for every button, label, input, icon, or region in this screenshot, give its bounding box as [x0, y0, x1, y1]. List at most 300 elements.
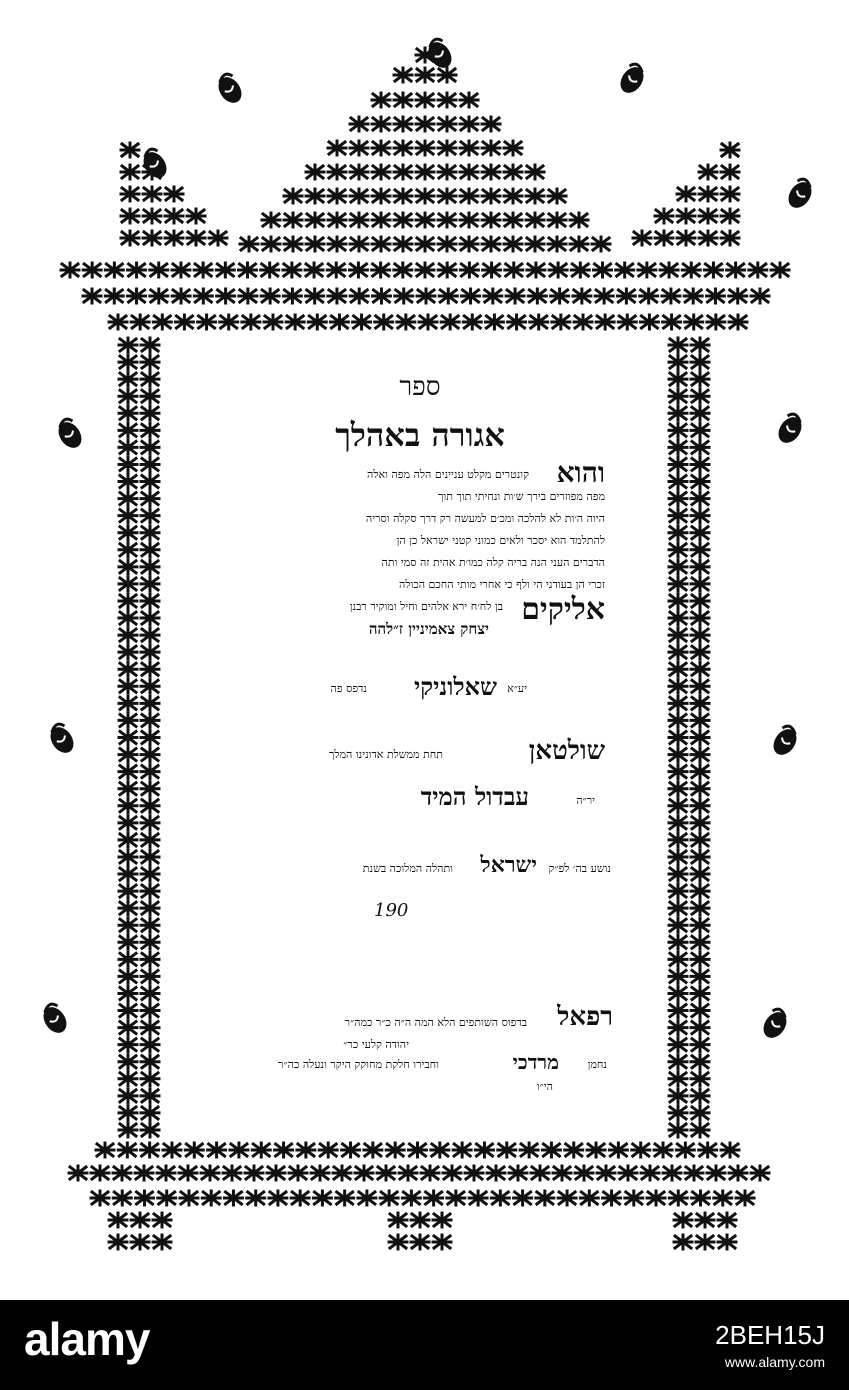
base-bar-ornament — [141, 1143, 159, 1157]
top-bar-ornament — [751, 289, 769, 303]
pyramid-ornament — [372, 117, 390, 131]
printer-line-2: יהודה קלעי כר״ — [343, 1038, 409, 1051]
foot-ornament — [433, 1213, 451, 1227]
right-pillar-ornament — [669, 884, 687, 898]
top-bar-ornament — [508, 315, 526, 329]
base-bar-ornament — [291, 1191, 309, 1205]
base-bar-ornament — [685, 1166, 703, 1180]
base-bar-ornament — [536, 1191, 554, 1205]
top-bar-ornament — [372, 263, 390, 277]
base-bar-ornament — [336, 1191, 354, 1205]
left-pillar-ornament — [141, 577, 159, 591]
right-pillar-ornament — [691, 833, 709, 847]
base-bar-ornament — [469, 1191, 487, 1205]
top-bar-ornament — [417, 289, 435, 303]
top-bar-ornament — [416, 263, 434, 277]
pyramid-ornament — [328, 189, 346, 203]
printer-name-2: מרדכי — [512, 1050, 559, 1074]
right-pillar-ornament — [691, 1004, 709, 1018]
top-bar-ornament — [571, 263, 589, 277]
base-bar-ornament — [729, 1166, 747, 1180]
pyramid-ornament — [416, 141, 434, 155]
pyramid-ornament — [240, 237, 258, 251]
top-bar-ornament — [505, 263, 523, 277]
left-pillar-ornament — [119, 560, 137, 574]
top-bar-ornament — [616, 263, 634, 277]
base-bar-ornament — [267, 1166, 285, 1180]
left-tower-ornament — [121, 209, 139, 223]
top-bar-ornament — [771, 263, 789, 277]
left-pillar-ornament — [119, 645, 137, 659]
right-pillar-ornament — [669, 696, 687, 710]
top-bar-ornament — [242, 315, 260, 329]
left-pillar-ornament — [141, 731, 159, 745]
year-prefix: ותהלה המלוכה בשנת — [362, 862, 453, 875]
left-tower-ornament — [121, 165, 139, 179]
right-pillar-ornament — [669, 1021, 687, 1035]
foot-ornament — [411, 1213, 429, 1227]
foot-ornament — [131, 1235, 149, 1249]
top-bar-ornament — [172, 263, 190, 277]
right-tower-ornament — [721, 165, 739, 179]
base-bar-ornament — [333, 1166, 351, 1180]
pointing-hand-icon — [759, 1007, 792, 1043]
top-bar-ornament — [128, 263, 146, 277]
pyramid-ornament — [504, 237, 522, 251]
right-pillar-ornament — [691, 440, 709, 454]
right-pillar-ornament — [669, 1072, 687, 1086]
base-bar-ornament — [475, 1143, 493, 1157]
site-url: www.alamy.com — [724, 1354, 825, 1370]
printer-name-2-suffix: נחמן — [587, 1058, 607, 1071]
right-pillar-ornament — [669, 1089, 687, 1103]
left-pillar-ornament — [141, 526, 159, 540]
base-bar-ornament — [180, 1191, 198, 1205]
top-bar-ornament — [150, 263, 168, 277]
base-bar-ornament — [342, 1143, 360, 1157]
right-pillar-ornament — [669, 782, 687, 796]
right-pillar-ornament — [691, 1038, 709, 1052]
left-pillar-ornament — [141, 952, 159, 966]
right-pillar-ornament — [669, 986, 687, 1000]
left-pillar-ornament — [119, 901, 137, 915]
right-pillar-ornament — [691, 389, 709, 403]
right-pillar-ornament — [669, 475, 687, 489]
pyramid-ornament — [350, 213, 368, 227]
right-pillar-ornament — [669, 1106, 687, 1120]
left-pillar-ornament — [119, 816, 137, 830]
top-bar-ornament — [662, 289, 680, 303]
pyramid-ornament — [548, 237, 566, 251]
right-pillar-ornament — [669, 833, 687, 847]
print-city: שאלוניקי — [413, 672, 497, 701]
left-pillar-ornament — [141, 543, 159, 557]
top-bar-ornament — [150, 289, 168, 303]
left-pillar-ornament — [141, 1021, 159, 1035]
left-pillar-ornament — [141, 748, 159, 762]
top-bar-ornament — [217, 289, 235, 303]
base-bar-ornament — [669, 1191, 687, 1205]
top-bar-ornament — [353, 315, 371, 329]
right-tower-ornament — [699, 187, 717, 201]
printer-line-4: הי״ו — [536, 1080, 553, 1093]
top-bar-ornament — [395, 289, 413, 303]
left-pillar-ornament — [119, 662, 137, 676]
pyramid-ornament — [416, 68, 434, 82]
pyramid-ornament — [526, 165, 544, 179]
base-bar-ornament — [431, 1143, 449, 1157]
left-pillar-ornament — [141, 628, 159, 642]
top-bar-ornament — [463, 315, 481, 329]
top-bar-ornament — [194, 263, 212, 277]
right-pillar-ornament — [669, 423, 687, 437]
left-tower-ornament — [187, 209, 205, 223]
pyramid-ornament — [394, 141, 412, 155]
foot-ornament — [109, 1213, 127, 1227]
base-bar-ornament — [654, 1143, 672, 1157]
pyramid-ornament — [372, 93, 390, 107]
pyramid-ornament — [306, 189, 324, 203]
right-tower-ornament — [699, 231, 717, 245]
top-bar-ornament — [419, 315, 437, 329]
base-bar-ornament — [252, 1143, 270, 1157]
base-bar-ornament — [721, 1143, 739, 1157]
top-bar-ornament — [283, 289, 301, 303]
top-bar-ornament — [704, 263, 722, 277]
left-tower-ornament — [165, 209, 183, 223]
base-bar-ornament — [453, 1143, 471, 1157]
base-bar-ornament — [609, 1143, 627, 1157]
printer-name-1: רפאל — [557, 1002, 613, 1032]
foot-ornament — [131, 1213, 149, 1227]
sultan-name: עבדול המיד — [420, 782, 529, 811]
top-bar-ornament — [706, 289, 724, 303]
pyramid-ornament — [372, 213, 390, 227]
pointing-hand-icon — [213, 72, 246, 108]
top-bar-ornament — [527, 263, 545, 277]
sultan-word: שולטאן — [528, 736, 605, 766]
base-bar-ornament — [208, 1143, 226, 1157]
base-bar-ornament — [91, 1191, 109, 1205]
base-bar-ornament — [311, 1166, 329, 1180]
left-pillar-ornament — [119, 1021, 137, 1035]
pyramid-ornament — [394, 237, 412, 251]
left-tower-ornament — [143, 187, 161, 201]
book-title: אגורה באהלך — [335, 416, 505, 454]
right-pillar-ornament — [691, 935, 709, 949]
year-word: ישראל — [480, 852, 537, 878]
right-pillar-ornament — [691, 509, 709, 523]
top-bar-ornament — [216, 263, 234, 277]
pyramid-ornament — [438, 68, 456, 82]
right-pillar-ornament — [691, 355, 709, 369]
right-pillar-ornament — [669, 901, 687, 915]
base-bar-ornament — [465, 1166, 483, 1180]
pyramid-ornament — [284, 237, 302, 251]
pyramid-ornament — [438, 213, 456, 227]
pyramid-ornament — [460, 165, 478, 179]
pyramid-ornament — [460, 141, 478, 155]
right-pillar-ornament — [691, 338, 709, 352]
pyramid-ornament — [460, 213, 478, 227]
top-bar-ornament — [305, 263, 323, 277]
left-pillar-ornament — [119, 1055, 137, 1069]
top-bar-ornament — [485, 315, 503, 329]
image-id: 2BEH15J — [715, 1320, 825, 1350]
top-bar-ornament — [640, 315, 658, 329]
top-bar-ornament — [264, 315, 282, 329]
top-bar-ornament — [83, 289, 101, 303]
top-bar-ornament — [261, 289, 279, 303]
left-pillar-ornament — [141, 986, 159, 1000]
pyramid-ornament — [394, 165, 412, 179]
pyramid-ornament — [460, 189, 478, 203]
pyramid-ornament — [372, 141, 390, 155]
base-bar-ornament — [575, 1166, 593, 1180]
pyramid-ornament — [416, 165, 434, 179]
left-pillar-ornament — [119, 952, 137, 966]
base-bar-ornament — [587, 1143, 605, 1157]
base-bar-ornament — [625, 1191, 643, 1205]
base-bar-ornament — [179, 1166, 197, 1180]
pyramid-ornament — [570, 237, 588, 251]
left-pillar-ornament — [141, 1072, 159, 1086]
top-bar-ornament — [128, 289, 146, 303]
left-tower-ornament — [209, 231, 227, 245]
foot-ornament — [433, 1235, 451, 1249]
pointing-hand-icon — [769, 724, 802, 760]
base-bar-ornament — [358, 1191, 376, 1205]
right-pillar-ornament — [691, 662, 709, 676]
print-city-suffix: יע״א — [507, 682, 527, 695]
left-pillar-ornament — [119, 731, 137, 745]
pyramid-ornament — [438, 93, 456, 107]
right-pillar-ornament — [691, 611, 709, 625]
left-pillar-ornament — [141, 509, 159, 523]
pyramid-ornament — [394, 117, 412, 131]
base-bar-ornament — [380, 1191, 398, 1205]
pyramid-ornament — [262, 213, 280, 227]
author-name: אליקים — [521, 592, 605, 627]
left-pillar-ornament — [141, 372, 159, 386]
right-pillar-ornament — [691, 526, 709, 540]
top-bar-ornament — [198, 315, 216, 329]
right-pillar-ornament — [691, 1072, 709, 1086]
left-pillar-ornament — [119, 884, 137, 898]
right-pillar-ornament — [691, 577, 709, 591]
left-pillar-ornament — [141, 816, 159, 830]
foot-ornament — [389, 1235, 407, 1249]
left-tower-ornament — [121, 231, 139, 245]
left-pillar-ornament — [119, 679, 137, 693]
left-pillar-ornament — [141, 969, 159, 983]
pyramid-ornament — [262, 237, 280, 251]
pyramid-ornament — [548, 213, 566, 227]
top-bar-ornament — [530, 315, 548, 329]
pyramid-ornament — [526, 237, 544, 251]
base-bar-ornament — [355, 1166, 373, 1180]
pyramid-ornament — [482, 141, 500, 155]
right-pillar-ornament — [691, 696, 709, 710]
description-line-5: הדברים העני הנה בריה קלה כמו׳ת אהית זה סמי ותה — [381, 556, 605, 569]
right-tower-ornament — [699, 165, 717, 179]
left-pillar-ornament — [141, 1055, 159, 1069]
left-pillar-ornament — [119, 765, 137, 779]
pyramid-ornament — [328, 237, 346, 251]
pyramid-ornament — [394, 189, 412, 203]
foot-ornament — [411, 1235, 429, 1249]
sultan-suffix: יר״ה — [576, 794, 595, 807]
base-bar-ornament — [69, 1166, 87, 1180]
pyramid-ornament — [482, 189, 500, 203]
right-pillar-ornament — [669, 765, 687, 779]
left-pillar-ornament — [119, 406, 137, 420]
top-bar-ornament — [660, 263, 678, 277]
left-pillar-ornament — [119, 748, 137, 762]
left-pillar-ornament — [141, 594, 159, 608]
left-pillar-ornament — [119, 372, 137, 386]
left-pillar-ornament — [119, 628, 137, 642]
pyramid-ornament — [328, 165, 346, 179]
left-pillar-ornament — [119, 457, 137, 471]
pyramid-ornament — [460, 93, 478, 107]
left-pillar-ornament — [141, 799, 159, 813]
right-pillar-ornament — [669, 935, 687, 949]
base-bar-ornament — [224, 1191, 242, 1205]
top-bar-ornament — [638, 263, 656, 277]
right-tower-ornament — [633, 231, 651, 245]
base-bar-ornament — [118, 1143, 136, 1157]
left-pillar-ornament — [119, 492, 137, 506]
left-pillar-ornament — [141, 901, 159, 915]
base-bar-ornament — [247, 1191, 265, 1205]
base-bar-ornament — [158, 1191, 176, 1205]
left-pillar-ornament — [119, 1106, 137, 1120]
base-bar-ornament — [245, 1166, 263, 1180]
right-pillar-ornament — [669, 594, 687, 608]
left-pillar-ornament — [119, 782, 137, 796]
base-bar-ornament — [509, 1166, 527, 1180]
right-pillar-ornament — [691, 645, 709, 659]
left-pillar-ornament — [119, 1072, 137, 1086]
pyramid-ornament — [394, 68, 412, 82]
left-pillar-ornament — [141, 338, 159, 352]
top-bar-ornament — [749, 263, 767, 277]
right-pillar-ornament — [669, 1055, 687, 1069]
left-pillar-ornament — [119, 594, 137, 608]
right-pillar-ornament — [669, 355, 687, 369]
right-pillar-ornament — [669, 406, 687, 420]
right-pillar-ornament — [691, 492, 709, 506]
right-pillar-ornament — [691, 594, 709, 608]
right-pillar-ornament — [691, 884, 709, 898]
top-bar-ornament — [175, 315, 193, 329]
base-bar-ornament — [91, 1166, 109, 1180]
top-bar-ornament — [551, 289, 569, 303]
right-pillar-ornament — [669, 1038, 687, 1052]
base-bar-ornament — [364, 1143, 382, 1157]
left-pillar-ornament — [141, 475, 159, 489]
base-bar-ornament — [699, 1143, 717, 1157]
right-pillar-ornament — [691, 372, 709, 386]
top-bar-ornament — [372, 289, 390, 303]
right-pillar-ornament — [669, 526, 687, 540]
left-pillar-ornament — [119, 423, 137, 437]
pyramid-ornament — [350, 189, 368, 203]
rule-prefix: תחת ממשלת אדונינו המלך — [328, 748, 443, 761]
pyramid-ornament — [284, 213, 302, 227]
foot-ornament — [389, 1213, 407, 1227]
pointing-hand-icon — [38, 1002, 71, 1038]
right-pillar-ornament — [691, 1021, 709, 1035]
top-bar-ornament — [552, 315, 570, 329]
top-bar-ornament — [330, 315, 348, 329]
base-bar-ornament — [553, 1166, 571, 1180]
brand-logo: alamy — [24, 1313, 150, 1365]
base-bar-ornament — [163, 1143, 181, 1157]
top-bar-ornament — [327, 263, 345, 277]
right-pillar-ornament — [669, 440, 687, 454]
top-bar-ornament — [283, 263, 301, 277]
top-bar-ornament — [328, 289, 346, 303]
year-suffix: נושע בה׳ לפ״ק — [548, 862, 611, 875]
pyramid-ornament — [372, 189, 390, 203]
base-bar-ornament — [580, 1191, 598, 1205]
base-bar-ornament — [269, 1191, 287, 1205]
top-bar-ornament — [109, 315, 127, 329]
top-bar-ornament — [640, 289, 658, 303]
left-pillar-ornament — [119, 475, 137, 489]
base-bar-ornament — [491, 1191, 509, 1205]
top-bar-ornament — [394, 263, 412, 277]
pyramid-ornament — [416, 213, 434, 227]
right-pillar-ornament — [669, 816, 687, 830]
base-bar-ornament — [647, 1191, 665, 1205]
page-mark: 190 — [374, 900, 409, 921]
pointing-hand-icon — [53, 417, 86, 453]
top-bar-ornament — [574, 315, 592, 329]
description-line-4: להתלמד הוא יסכר ולאים כמוני קטני ישראל כן הן — [396, 534, 605, 547]
base-bar-ornament — [313, 1191, 331, 1205]
base-bar-ornament — [289, 1166, 307, 1180]
left-pillar-ornament — [119, 850, 137, 864]
pyramid-ornament — [438, 189, 456, 203]
top-bar-ornament — [618, 315, 636, 329]
top-bar-ornament — [573, 289, 591, 303]
pyramid-ornament — [416, 117, 434, 131]
left-pillar-ornament — [141, 406, 159, 420]
base-bar-ornament — [223, 1166, 241, 1180]
left-pillar-ornament — [119, 509, 137, 523]
top-bar-ornament — [375, 315, 393, 329]
base-bar-ornament — [751, 1166, 769, 1180]
pyramid-ornament — [438, 141, 456, 155]
left-pillar-ornament — [141, 867, 159, 881]
right-pillar-ornament — [691, 799, 709, 813]
right-pillar-ornament — [669, 918, 687, 932]
base-bar-ornament — [641, 1166, 659, 1180]
top-bar-ornament — [286, 315, 304, 329]
right-tower-ornament — [655, 209, 673, 223]
left-tower-ornament — [165, 187, 183, 201]
right-pillar-ornament — [691, 748, 709, 762]
top-bar-ornament — [460, 263, 478, 277]
left-tower-ornament — [187, 231, 205, 245]
pyramid-ornament — [350, 141, 368, 155]
left-pillar-ornament — [119, 1089, 137, 1103]
pyramid-ornament — [482, 237, 500, 251]
foot-ornament — [696, 1213, 714, 1227]
